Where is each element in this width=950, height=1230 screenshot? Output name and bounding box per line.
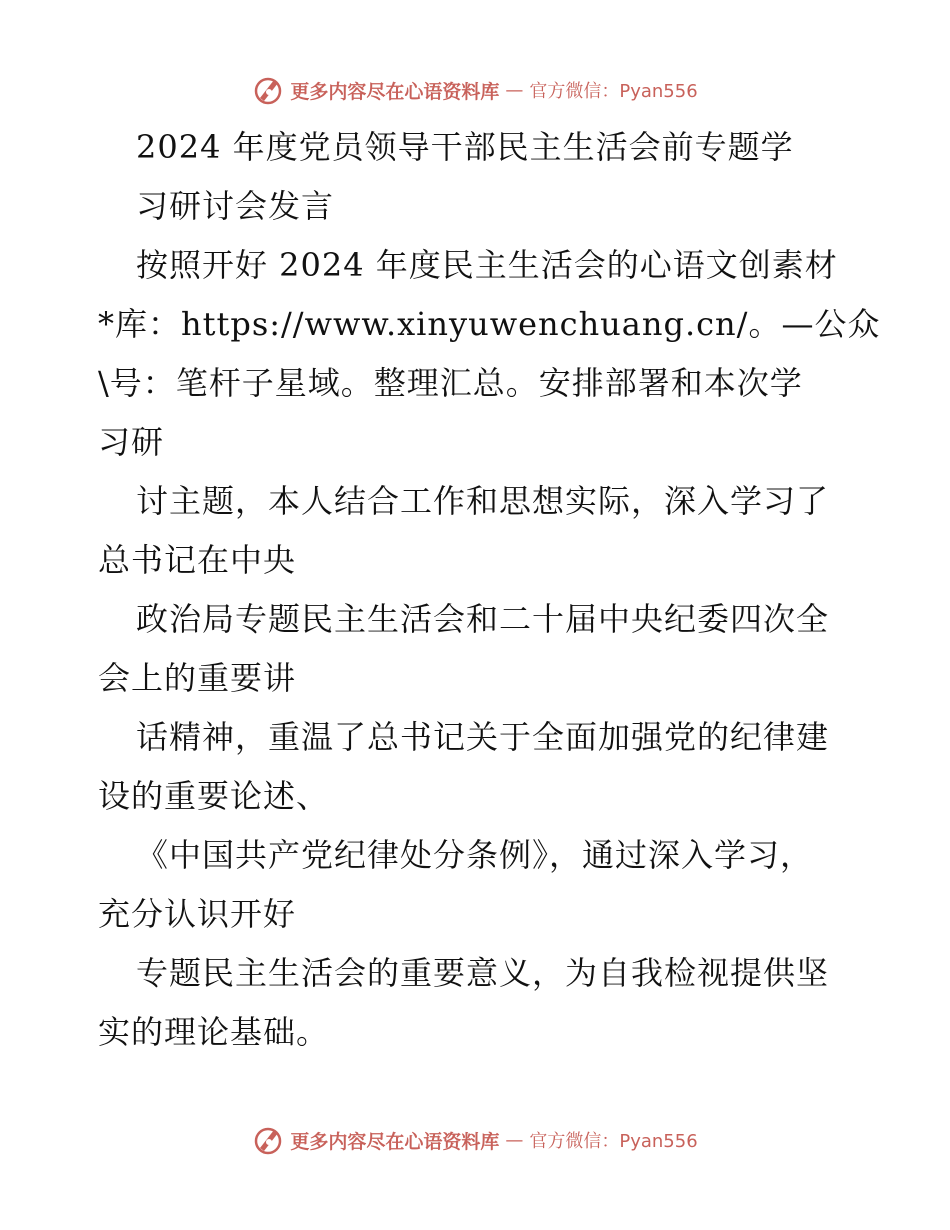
document-title-line-2: 习研讨会发言 xyxy=(136,187,335,225)
header-banner xyxy=(0,70,950,110)
paragraph-line: 习研 xyxy=(98,423,165,461)
paragraph-line: *库：https://www.xinyuwenchuang.cn/。—公众 xyxy=(98,305,881,343)
banner-main-text: 更多内容尽在心语资料库 xyxy=(290,1130,500,1153)
paragraph-line: \号：笔杆子星域。整理汇总。安排部署和本次学 xyxy=(98,364,803,402)
paragraph-line: 会上的重要讲 xyxy=(98,659,297,697)
paragraph-line: 按照开好 2024 年度民主生活会的心语文创素材 xyxy=(136,246,838,284)
document-title-line-1: 2024 年度党员领导干部民主生活会前专题学 xyxy=(136,128,794,166)
banner-dash: — xyxy=(505,1129,524,1151)
paragraph-line: 充分认识开好 xyxy=(98,895,297,933)
pen-logo-icon xyxy=(252,1124,284,1156)
pen-logo-icon xyxy=(252,74,284,106)
paragraph-line: 专题民主生活会的重要意义，为自我检视提供坚 xyxy=(136,954,830,992)
paragraph-line: 政治局专题民主生活会和二十届中央纪委四次全 xyxy=(136,600,830,638)
document-body xyxy=(98,118,881,1062)
paragraph-line: 设的重要论述、 xyxy=(98,777,330,815)
paragraph-line: 实的理论基础。 xyxy=(98,1013,330,1051)
paragraph-line: 话精神，重温了总书记关于全面加强党的纪律建 xyxy=(136,718,830,756)
banner-main-text: 更多内容尽在心语资料库 xyxy=(290,80,500,103)
banner-wechat-text: 官方微信：Pyan556 xyxy=(529,81,698,102)
banner-dash: — xyxy=(505,79,524,101)
banner-wechat-text: 官方微信：Pyan556 xyxy=(529,1131,698,1152)
paragraph-line: 《中国共产党纪律处分条例》，通过深入学习， xyxy=(136,836,814,874)
paragraph-line: 讨主题，本人结合工作和思想实际，深入学习了 xyxy=(136,482,830,520)
paragraph-line: 总书记在中央 xyxy=(98,541,297,579)
footer-banner xyxy=(0,1120,950,1160)
